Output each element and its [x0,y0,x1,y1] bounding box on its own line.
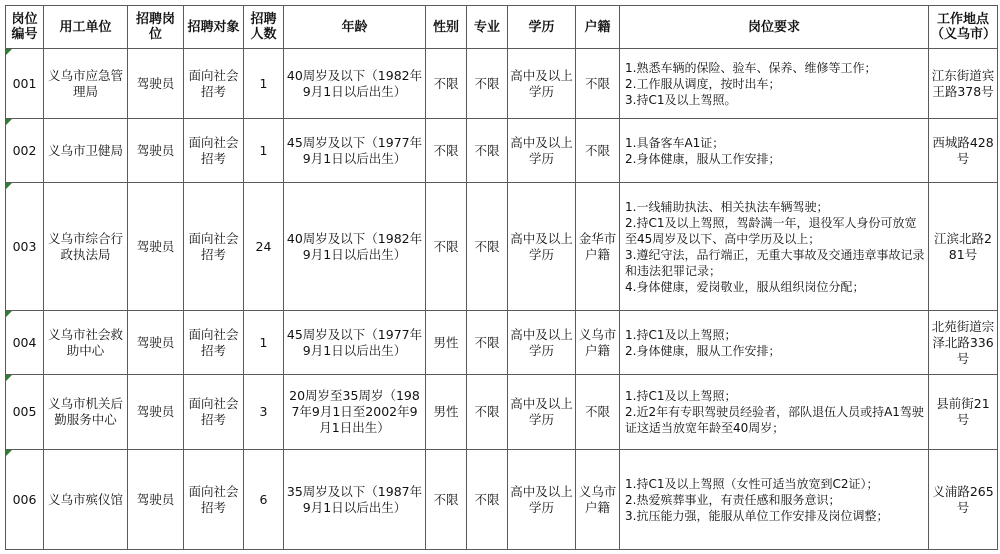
age-requirement: 35周岁及以下（1987年9月1日以后出生） [284,450,426,550]
header-count: 招聘人数 [244,6,284,49]
major-requirement: 不限 [467,311,508,375]
header-age: 年龄 [284,6,426,49]
recruit-count: 1 [244,119,284,183]
gender-requirement: 男性 [426,375,467,450]
requirement-line: 1.持C1及以上驾照； [625,389,737,403]
header-hukou: 户籍 [576,6,620,49]
recruit-count: 1 [244,311,284,375]
table-row [6,375,998,450]
job-requirements [620,119,929,183]
job-code-cell [6,49,44,119]
age-requirement: 40周岁及以下（1982年9月1日以后出生） [284,183,426,311]
work-location: 江滨北路281号 [929,183,998,311]
requirement-line: 4.身体健康，爱岗敬业，服从组织岗位分配； [625,279,865,294]
major-requirement: 不限 [467,375,508,450]
job-code: 003 [12,238,37,254]
requirement-line: 3.抗压能力强，能服从单位工作安排及岗位调整； [625,508,889,523]
requirement-line: 2.工作服从调度，按时出车； [625,76,781,91]
corner-mark-icon [6,375,12,381]
header-row [6,6,998,49]
job-code-cell [6,119,44,183]
table-row [6,119,998,183]
hukou-requirement: 不限 [576,119,620,183]
work-location: 义浦路265号 [929,450,998,550]
job-requirements [620,183,929,311]
gender-requirement: 不限 [426,49,467,119]
header-code: 岗位编号 [6,6,44,49]
education-requirement: 高中及以上学历 [508,119,576,183]
employer-unit: 义乌市应急管理局 [44,49,128,119]
requirement-line: 3.持C1及以上驾照。 [625,92,737,107]
education-requirement: 高中及以上学历 [508,450,576,550]
job-code-cell [6,311,44,375]
recruit-target: 面向社会招考 [184,450,244,550]
header-education: 学历 [508,6,576,49]
gender-requirement: 不限 [426,183,467,311]
job-code: 006 [12,491,37,507]
recruit-target: 面向社会招考 [184,311,244,375]
table-row [6,311,998,375]
work-location: 西城路428号 [929,119,998,183]
table-row [6,183,998,311]
hukou-requirement: 不限 [576,49,620,119]
employer-unit: 义乌市卫健局 [44,119,128,183]
job-code-cell [6,375,44,450]
requirement-line: 2.近2年有专职驾驶员经验者，部队退伍人员或持A1驾驶证这适当放宽年龄至40周岁； [625,405,924,435]
job-requirements [620,450,929,550]
recruit-count: 24 [244,183,284,311]
gender-requirement: 不限 [426,119,467,183]
requirement-line: 2.身体健康，服从工作安排； [625,343,781,358]
work-location: 北苑街道宗泽北路336号 [929,311,998,375]
corner-mark-icon [6,450,12,456]
requirement-line: 3.遵纪守法，品行端正，无重大事故及交通违章事故记录和违法犯罪记录； [625,247,925,278]
hukou-requirement: 金华市户籍 [576,183,620,311]
education-requirement: 高中及以上学历 [508,183,576,311]
gender-requirement: 男性 [426,311,467,375]
recruit-count: 6 [244,450,284,550]
corner-mark-icon [6,49,12,55]
major-requirement: 不限 [467,49,508,119]
hukou-requirement: 义乌市户籍 [576,311,620,375]
recruitment-table [5,5,998,550]
header-location: 工作地点（义乌市） [929,6,998,49]
requirement-line: 1.熟悉车辆的保险、验车、保养、维修等工作； [625,60,877,75]
recruit-count: 1 [244,49,284,119]
header-target: 招聘对象 [184,6,244,49]
age-requirement: 40周岁及以下（1982年9月1日以后出生） [284,49,426,119]
corner-mark-icon [6,311,12,317]
header-position: 招聘岗位 [128,6,184,49]
job-position: 驾驶员 [128,450,184,550]
requirement-line: 2.持C1及以上驾照，驾龄满一年，退役军人身份可放宽至45周岁及以下、高中学历及以上； [625,215,917,246]
hukou-requirement: 义乌市户籍 [576,450,620,550]
employer-unit: 义乌市机关后勤服务中心 [44,375,128,450]
employer-unit: 义乌市殡仪馆 [44,450,128,550]
requirement-line: 1.持C1及以上驾照（女性可适当放宽到C2证）； [625,476,879,491]
gender-requirement: 不限 [426,450,467,550]
education-requirement: 高中及以上学历 [508,311,576,375]
job-code-cell [6,183,44,311]
job-position: 驾驶员 [128,119,184,183]
requirement-line: 2.身体健康，服从工作安排； [625,151,781,166]
table-row [6,450,998,550]
job-requirements [620,375,929,450]
employer-unit: 义乌市社会救助中心 [44,311,128,375]
table-row [6,49,998,119]
header-major: 专业 [467,6,508,49]
employer-unit: 义乌市综合行政执法局 [44,183,128,311]
job-code: 002 [12,142,37,158]
job-code: 001 [12,75,37,91]
job-code-cell [6,450,44,550]
requirement-line: 1.持C1及以上驾照； [625,327,737,342]
job-requirements [620,311,929,375]
recruit-target: 面向社会招考 [184,375,244,450]
requirement-line: 1.具备客车A1证； [625,135,725,150]
header-gender: 性别 [426,6,467,49]
education-requirement: 高中及以上学历 [508,375,576,450]
requirement-line: 2.热爱殡葬事业，有责任感和服务意识； [625,492,841,507]
job-position: 驾驶员 [128,49,184,119]
job-position: 驾驶员 [128,183,184,311]
major-requirement: 不限 [467,119,508,183]
job-position: 驾驶员 [128,375,184,450]
hukou-requirement: 不限 [576,375,620,450]
major-requirement: 不限 [467,183,508,311]
header-unit: 用工单位 [44,6,128,49]
recruit-target: 面向社会招考 [184,49,244,119]
recruit-count: 3 [244,375,284,450]
age-requirement: 45周岁及以下（1977年9月1日以后出生） [284,311,426,375]
age-requirement: 45周岁及以下（1977年9月1日以后出生） [284,119,426,183]
requirement-line: 1.一线辅助执法、相关执法车辆驾驶； [625,199,829,214]
job-code: 005 [12,404,37,419]
work-location: 县前街21号 [929,375,998,450]
recruit-target: 面向社会招考 [184,183,244,311]
corner-mark-icon [6,119,12,125]
job-position: 驾驶员 [128,311,184,375]
corner-mark-icon [6,183,12,189]
job-requirements [620,49,929,119]
header-requirements: 岗位要求 [620,6,929,49]
education-requirement: 高中及以上学历 [508,49,576,119]
major-requirement: 不限 [467,450,508,550]
recruit-target: 面向社会招考 [184,119,244,183]
work-location: 江东街道宾王路378号 [929,49,998,119]
job-code: 004 [12,334,37,350]
age-requirement: 20周岁至35周岁（1987年9月1日至2002年9月1日出生） [284,375,426,450]
